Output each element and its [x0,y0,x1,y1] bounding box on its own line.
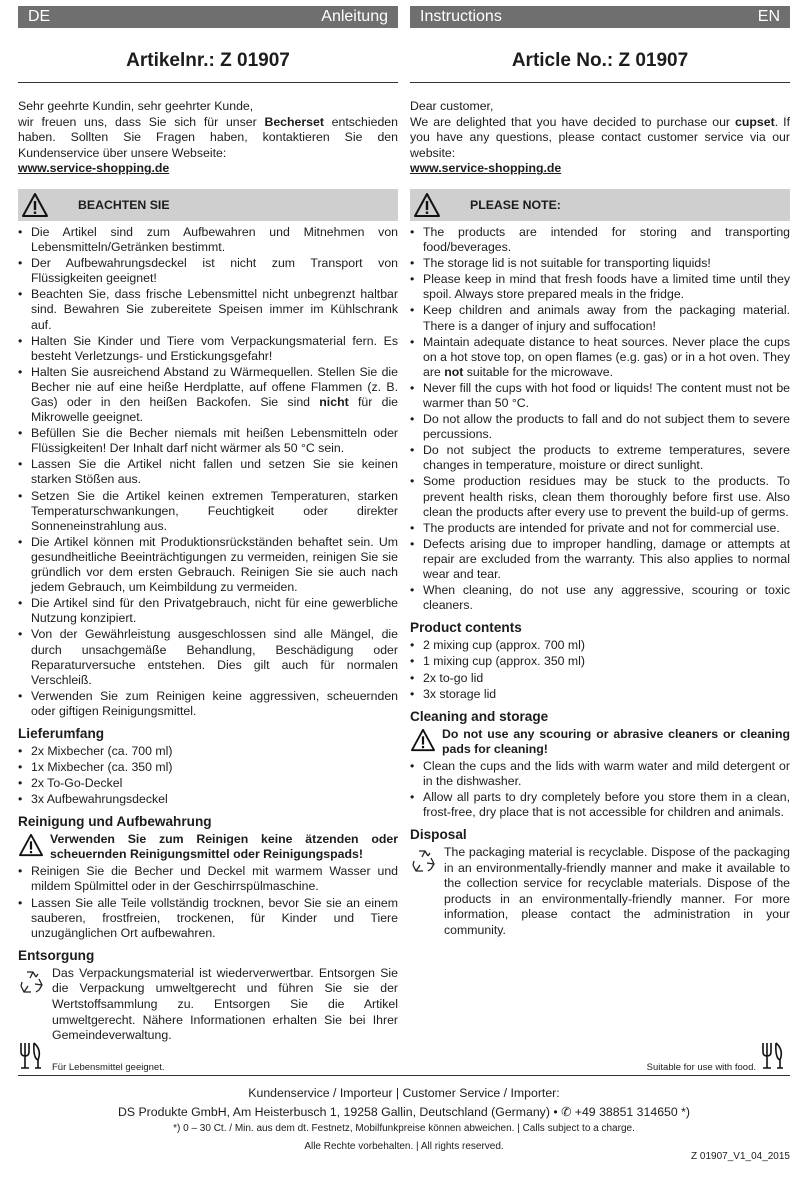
list-item: • The products are intended for private and not for commercial use. [410,521,790,536]
list-item: • 2x to-go lid [410,671,790,686]
greeting-en: Dear customer, [410,99,494,113]
list-item: • Never fill the cups with hot food or liquids! The content must not be warmer than 50 °C. [410,381,790,411]
website-link-en[interactable]: www.service-shopping.de [410,161,562,176]
intro-text-de: wir freuen uns, dass Sie sich für unser [18,114,265,129]
food-safe-icon [18,1040,48,1073]
list-item: • Der Aufbewahrungsdeckel ist nicht zum Transport von Flüssigkeiten geeignet! [18,256,398,286]
list-item: • Do not allow the products to fall and do not subject them to severe percussions. [410,412,790,442]
note-label-de: BEACHTEN SIE [78,197,170,212]
cleaning-warning-en [410,727,790,757]
list-item: • Defects arising due to improper handling, damage or attempts at repair are excluded from the warranty. This also applies to normal wear and tear. [410,537,790,582]
list-item: • Lassen Sie die Artikel nicht fallen und setzen Sie sie keinen starken Stößen aus. [18,457,398,487]
safety-list-en [410,225,790,613]
disposal-text-de: Das Verpackungsmaterial ist wiederverwertbar. Entsorgen Sie die Verpackung umweltgerecht und führen Sie sie der Wertstoffsammlung zu. Entsorgen Sie die Artikel umweltgerecht. Nähere Informationen erhalten Sie bei Ihrer Gemeindeverwaltung. [52,965,398,1043]
list-item [410,335,790,380]
column-de [18,6,398,1044]
list-item: • Von der Gewährleistung ausgeschlossen sind alle Mängel, die durch unsachgemäße Behandlung, Beschädigung oder Reparaturversuche entstehen. Dies gilt auch für normalen Verschleiß. [18,627,398,687]
divider [410,82,790,83]
page-title-de: Artikelnr.: Z 01907 [126,50,290,71]
heat-emphasis: not [444,364,464,379]
warning-icon [18,189,52,221]
list-item: • Clean the cups and the lids with warm water and mild detergent or in the dishwasher. [410,759,790,789]
list-item: • Please keep in mind that fresh foods have a limited time until they spoil. Always store prepared meals in the fridge. [410,272,790,302]
contents-heading-de: Lieferumfang [18,725,105,741]
cleaning-warning-text-en: Do not use any scouring or abrasive cleaners or cleaning pads for cleaning! [442,726,790,756]
list-item: • Die Artikel sind für den Privatgebrauch, nicht für eine gewerbliche Nutzung konzipiert. [18,596,398,626]
cleaning-heading-en: Cleaning and storage [410,708,549,724]
website-link-de[interactable]: www.service-shopping.de [18,161,170,176]
food-safe-icon [760,1040,790,1073]
cleaning-heading-de: Reinigung und Aufbewahrung [18,814,212,830]
list-item: • Befüllen Sie die Becher niemals mit heißen Lebensmitteln oder Flüssigkeiten! Der Inhalt darf nicht wärmer als 50 °C sein. [18,426,398,456]
heat-emphasis: nicht [319,395,349,409]
disposal-heading-en: Disposal [410,827,467,843]
list-item: • 2x Mixbecher (ca. 700 ml) [18,744,398,759]
list-item: • Die Artikel sind zum Aufbewahren und Mitnehmen von Lebensmitteln/Getränken bestimmt. [18,225,398,255]
list-item: • Die Artikel können mit Produktionsrückständen behaftet sein. Um gesundheitliche Beeinträchtigungen zu vermeiden, reinigen Sie sie gründlich vor dem ersten Gebrauch. Reinigen Sie sie auch nach jedem Gebrauch, um Keimbildung zu vermeiden. [18,535,398,595]
list-item: • Beachten Sie, dass frische Lebensmittel nicht unbegrenzt haltbar sind. Bewahren Sie zubereitete Speisen immer im Kühlschrank auf. [18,287,398,332]
list-item: • Verwenden Sie zum Reinigen keine aggressiven, scheuernden oder giftigen Reinigungsmittel. [18,689,398,719]
cleaning-list-de [18,864,398,940]
list-item: • 1x Mixbecher (ca. 350 ml) [18,760,398,775]
divider [18,82,398,83]
contents-list-en [410,638,790,701]
greeting-de: Sehr geehrte Kundin, sehr geehrter Kunde, [18,99,254,113]
intro-text-end-de: entschieden haben. Sollten Sie Fragen haben, kontaktieren Sie den Kundenservice über unsere Webseite: [18,114,398,160]
column-en [410,6,790,939]
list-item: • The storage lid is not suitable for transporting liquids! [410,256,790,271]
list-item: • 2x To-Go-Deckel [18,776,398,791]
footer-rights: Alle Rechte vorbehalten. | All rights reserved. [304,1141,504,1152]
list-item: • Lassen Sie alle Teile vollständig trocknen, bevor Sie sie an einem sauberen, frostfreien, trockenen, für Kinder und Tiere unzugänglichen Ort aufbewahren. [18,896,398,941]
heat-text-end: suitable for the microwave. [463,364,614,379]
list-item: • 2 mixing cup (approx. 700 ml) [410,638,790,653]
warning-icon [18,832,50,862]
safety-list-de [18,225,398,719]
list-item: • Setzen Sie die Artikel keinen extremen Temperaturen, starken Temperaturschwankungen, Feuchtigkeit oder direkter Sonneneinstrahlung aus. [18,489,398,534]
header-bar-en [410,6,790,28]
list-item: • When cleaning, do not use any aggressive, scouring or toxic cleaners. [410,583,790,613]
heat-text: Halten Sie ausreichend Abstand zu Wärmequellen. Stellen Sie die Becher nie auf eine heiße Herdplatte, auf offene Flammen (z. B. Gas) oder in den heißen Backofen. Sie sind [31,364,398,409]
intro-en [410,99,790,177]
lang-label-en: EN [757,8,780,25]
header-label-en: Instructions [420,8,502,25]
heat-text: Maintain adequate distance to heat sources. Never place the cups on a hot stove top, on open flames (e.g. gas) or in a hot oven. They are [423,334,790,379]
cleaning-list-en [410,759,790,820]
document-version: Z 01907_V1_04_2015 [691,1151,790,1162]
list-item: • Halten Sie Kinder und Tiere vom Verpackungsmaterial fern. Es besteht Verletzungs- und Erstickungsgefahr! [18,334,398,364]
footer-service-heading: Kundenservice / Importeur | Customer Service / Importer: [248,1086,560,1100]
recycle-icon [410,845,444,882]
warning-icon [410,727,442,757]
footer-call-note: *) 0 – 30 Ct. / Min. aus dem dt. Festnetz, Mobilfunkpreise können abweichen. | Calls subject to a charge. [173,1123,635,1134]
list-item: • Do not subject the products to extreme temperatures, severe changes in temperature, moisture or direct sunlight. [410,443,790,473]
intro-de [18,99,398,177]
contents-list-de [18,744,398,807]
list-item: • Allow all parts to dry completely before you store them in a clean, frost-free, dry place that is not accessible for children and animals. [410,790,790,820]
header-label-de: Anleitung [321,8,388,25]
intro-text-en: We are delighted that you have decided to purchase our [410,114,736,129]
cleaning-warning-de [18,832,398,862]
disposal-heading-de: Entsorgung [18,947,95,963]
page-title-en: Article No.: Z 01907 [511,50,689,71]
list-item: • 3x Aufbewahrungsdeckel [18,792,398,807]
food-safe-label-en: Suitable for use with food. [646,1062,756,1073]
intro-product-de: Becherset [264,114,324,129]
list-item [18,365,398,425]
contents-heading-en: Product contents [410,620,522,636]
food-safe-label-de: Für Lebensmittel geeignet. [52,1062,165,1073]
list-item: • 3x storage lid [410,687,790,702]
list-item: • Some production residues may be stuck to the products. To prevent health risks, clean them thoroughly before first use. Also clean the products after every use to prevent the build-up of germs. [410,474,790,519]
note-box-de [18,189,398,221]
disposal-text-en: The packaging material is recyclable. Dispose of the packaging in an environmentally-friendly manner and make it available to the collection service for recyclable materials. Dispose of the products in an environmentally-friendly manner. For more information, please contact the administration in your community. [444,845,790,938]
list-item: • Keep children and animals away from the packaging material. There is a danger of injury and suffocation! [410,303,790,333]
footer-address: DS Produkte GmbH, Am Heisterbusch 1, 19258 Gallin, Deutschland (Germany) • ✆ +49 38851 314650 *) [117,1105,691,1119]
disposal-en [410,845,790,939]
note-label-en: PLEASE NOTE: [470,197,561,212]
warning-icon [410,189,444,221]
list-item: • The products are intended for storing and transporting food/beverages. [410,225,790,255]
disposal-de [18,966,398,1044]
food-safe-en [647,1040,790,1073]
recycle-icon [18,966,52,1003]
food-safe-de [18,1040,164,1073]
list-item: • 1 mixing cup (approx. 350 ml) [410,654,790,669]
header-bar-de [18,6,398,28]
list-item: • Reinigen Sie die Becher und Deckel mit warmem Wasser und mildem Spülmittel oder in der Geschirrspülmaschine. [18,864,398,894]
heat-text-end: für die Mikrowelle geeignet. [31,395,399,425]
lang-label-de: DE [28,8,51,25]
footer-divider [18,1075,790,1076]
intro-product-en: cupset [735,114,775,129]
cleaning-warning-text-de: Verwenden Sie zum Reinigen keine ätzenden oder scheuernden Reinigungsmittel oder Reinigungspads! [50,832,398,862]
note-box-en [410,189,790,221]
intro-text-end-en: . If you have any questions, please contact customer service via our website: [410,114,790,160]
